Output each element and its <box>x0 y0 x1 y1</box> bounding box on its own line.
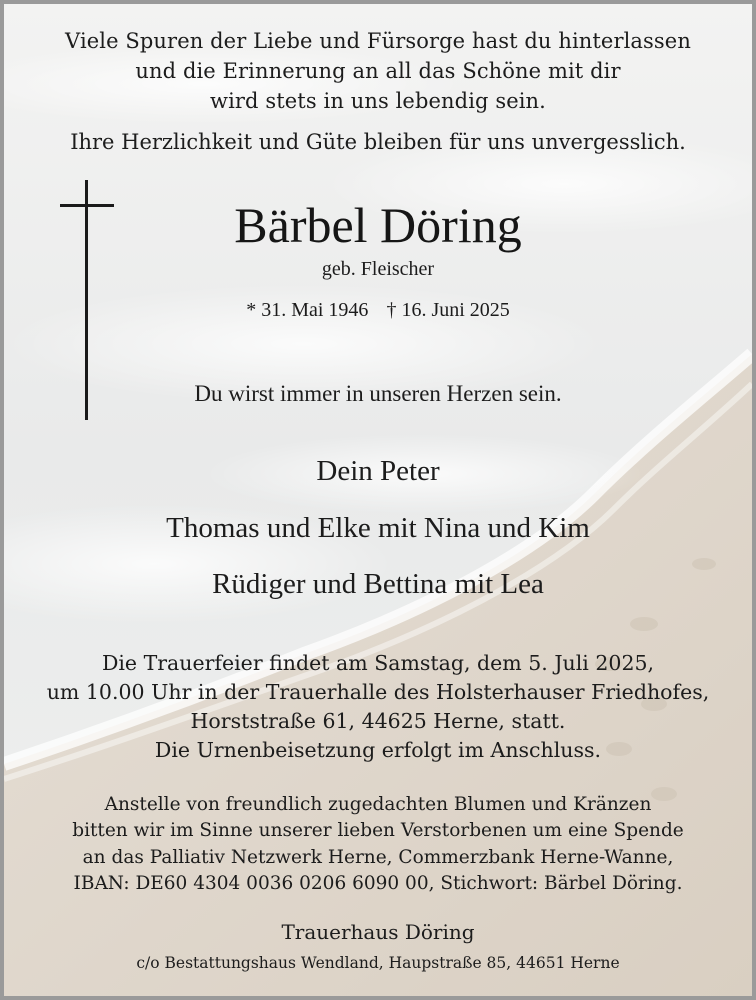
ceremony-line-3: Horststraße 61, 44625 Herne, statt. <box>190 709 566 733</box>
sender-address: c/o Bestattungshaus Wendland, Haupstraße 85, 44651 Herne <box>136 954 620 972</box>
sender-name: Trauerhaus Döring <box>281 920 475 944</box>
donation-line-4: IBAN: DE60 4304 0036 0206 6090 00, Stichwort: Bärbel Döring. <box>73 873 683 894</box>
ceremony-line-1: Die Trauerfeier findet am Samstag, dem 5. Juli 2025, <box>101 651 655 675</box>
verse-line-1: Viele Spuren der Liebe und Fürsorge hast du hinterlassen <box>65 29 691 53</box>
ceremony-line-4: Die Urnenbeisetzung erfolgt im Anschluss. <box>154 738 602 762</box>
donation-line-2: bitten wir im Sinne unserer lieben Verstorbenen um eine Spende <box>72 820 684 841</box>
life-dates <box>4 297 752 323</box>
notice-content <box>4 4 752 996</box>
ceremony-line-2: um 10.00 Uhr in der Trauerhalle des Holsterhauser Friedhofes, <box>46 680 710 704</box>
donation-line-3: an das Palliativ Netzwerk Herne, Commerzbank Herne-Wanne, <box>82 847 674 868</box>
verse-second: Ihre Herzlichkeit und Güte bleiben für uns unvergesslich. <box>70 130 686 154</box>
birth-name: geb. Fleischer <box>321 258 435 280</box>
donation-line-1: Anstelle von freundlich zugedachten Blumen und Kränzen <box>104 794 652 815</box>
motto: Du wirst immer in unseren Herzen sein. <box>194 381 562 406</box>
birth-date: * 31. Mai 1946 <box>246 299 369 321</box>
mourner-3: Rüdiger und Bettina mit Lea <box>212 568 544 600</box>
deceased-name: Bärbel Döring <box>234 197 522 253</box>
verse-line-3: wird stets in uns lebendig sein. <box>210 89 546 113</box>
mourner-1: Dein Peter <box>316 455 440 487</box>
mourner-2: Thomas und Elke mit Nina und Kim <box>166 512 590 544</box>
obituary-notice <box>4 4 752 996</box>
verse-line-2: und die Erinnerung an all das Schöne mit dir <box>135 59 621 83</box>
death-date: † 16. Juni 2025 <box>386 299 510 321</box>
